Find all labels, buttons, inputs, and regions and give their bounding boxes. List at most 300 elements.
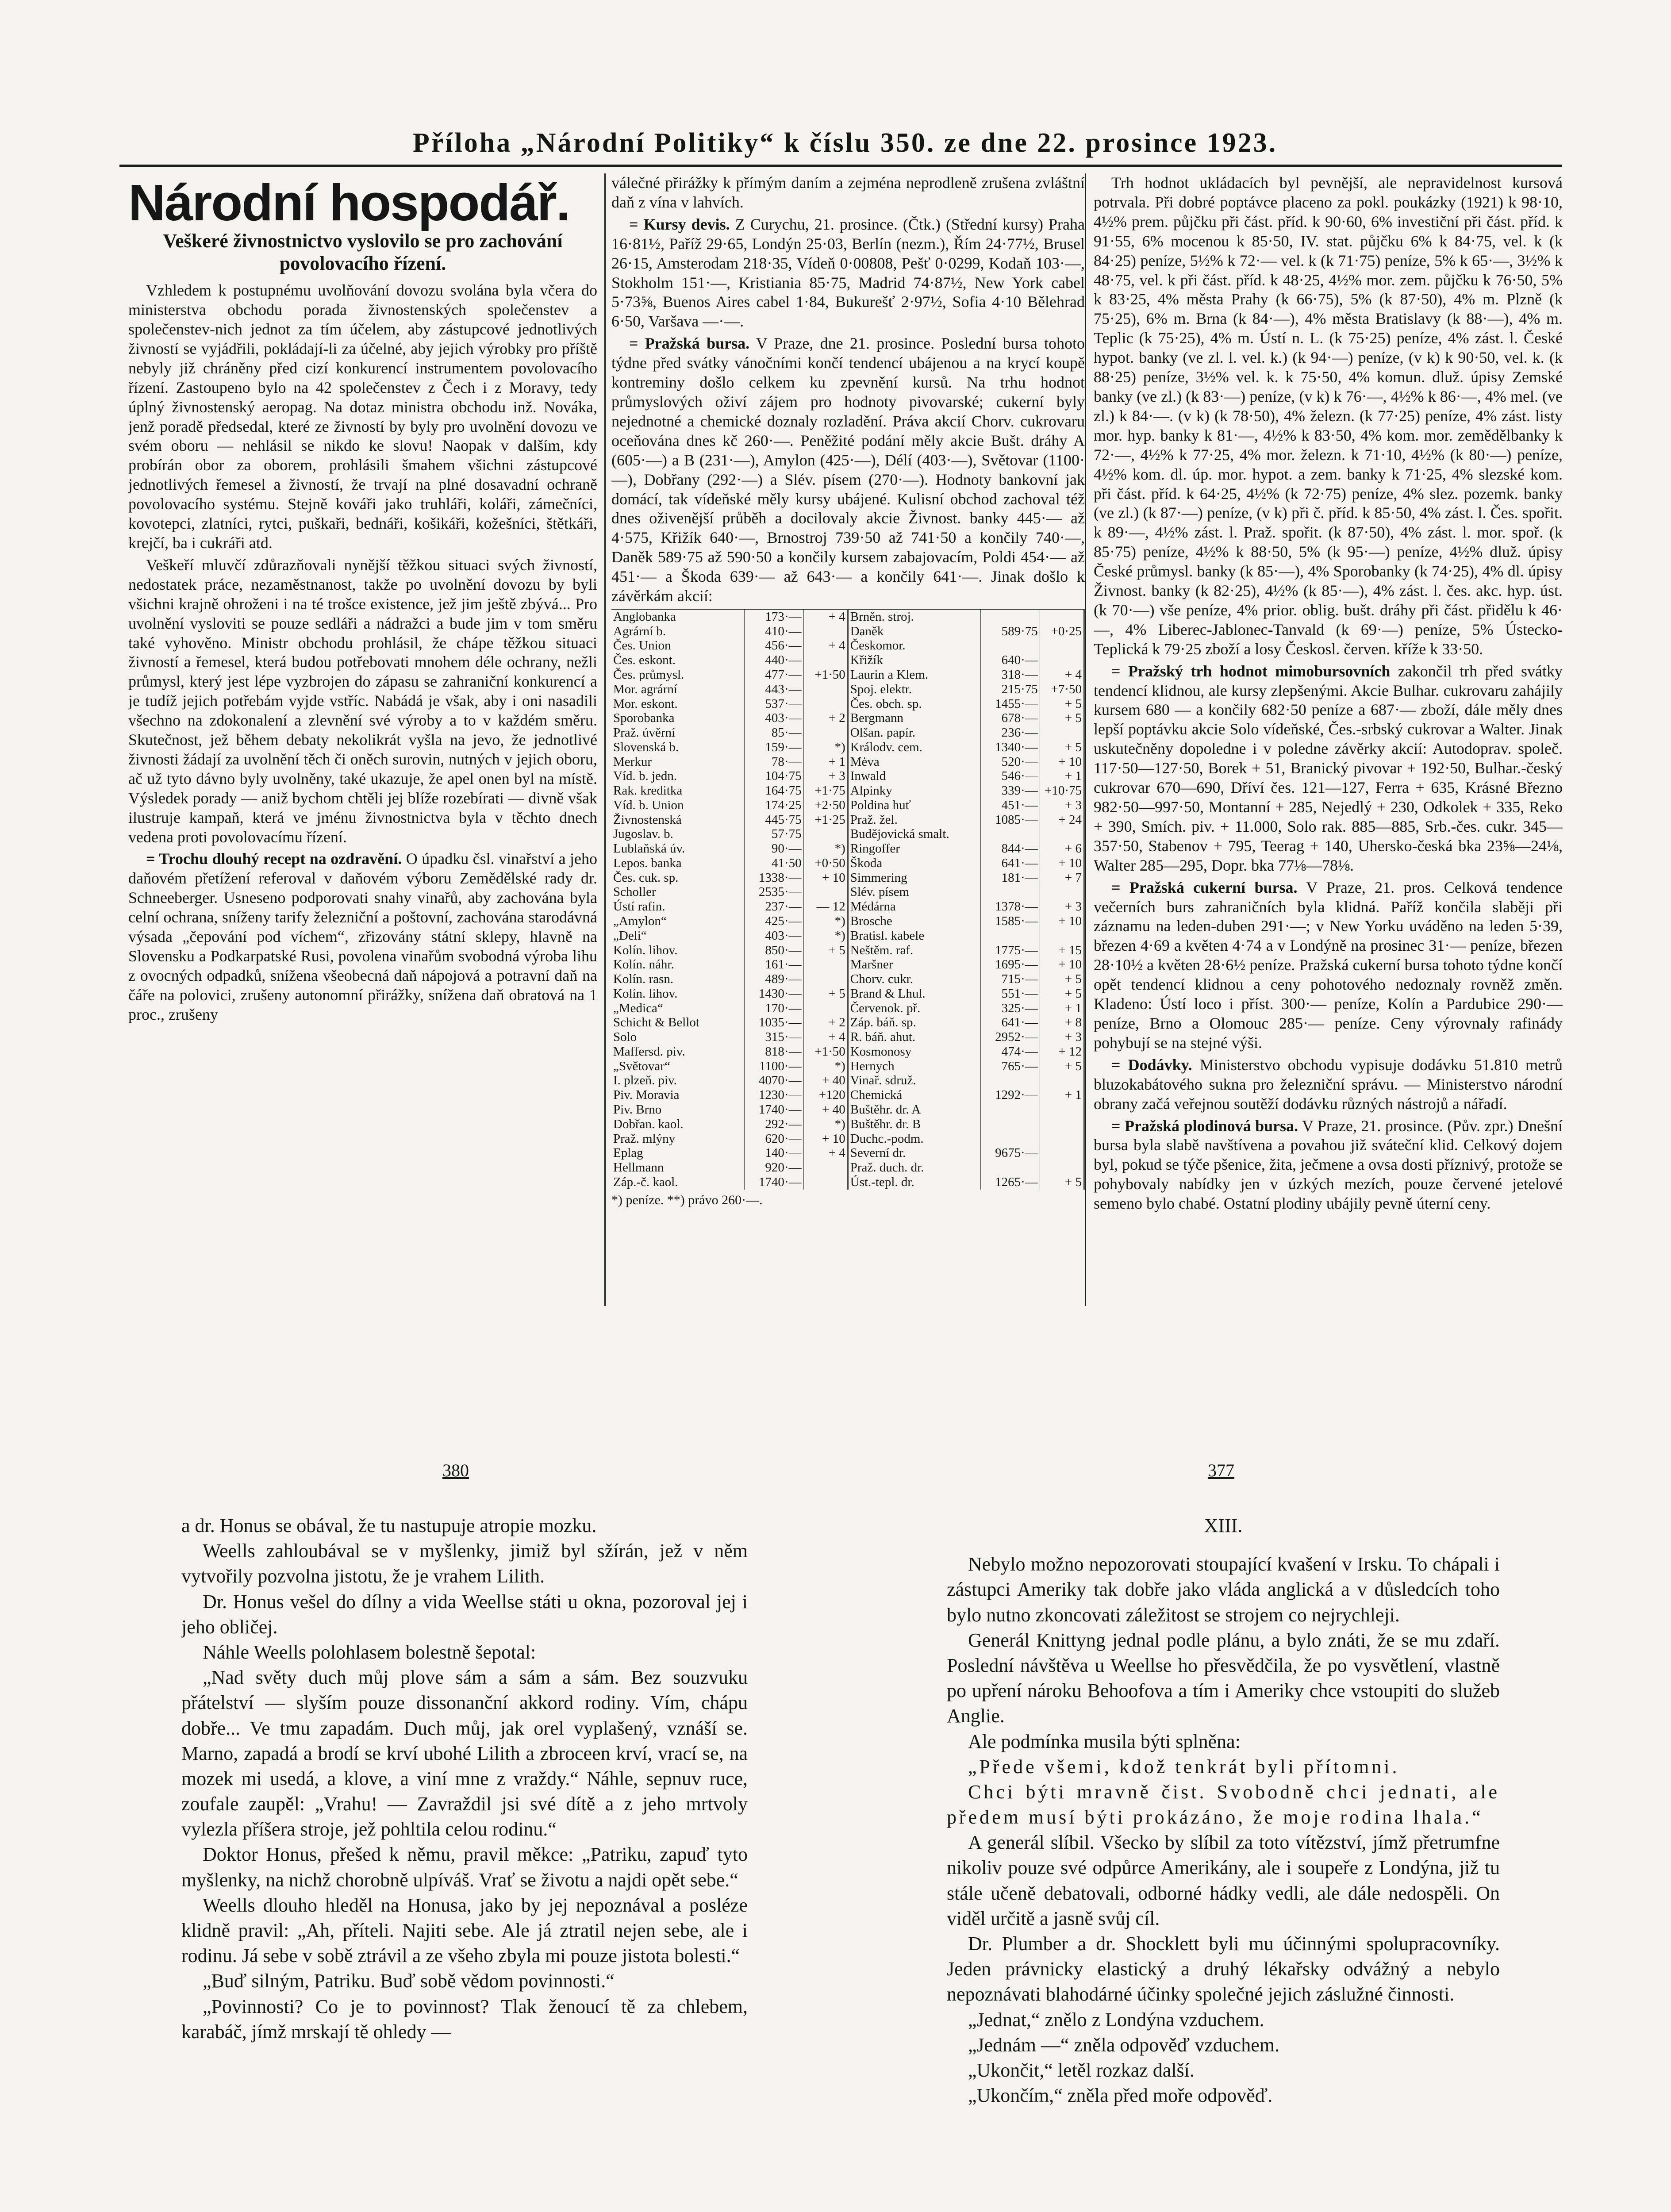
stock-name: Záp. báň. sp. [848, 1015, 981, 1030]
stock-price: 715·— [981, 972, 1040, 987]
stock-price: 520·— [981, 755, 1040, 769]
stock-change: + 3 [1040, 899, 1084, 914]
stock-change [803, 682, 848, 697]
stock-price: 173·— [745, 609, 804, 624]
novel-paragraph: „Ukončím,“ zněla před moře odpověď. [968, 2085, 1273, 2107]
stock-row [611, 914, 1084, 929]
stock-row [611, 653, 1084, 668]
novel-column-left [181, 1513, 748, 2212]
stock-name: Vinař. sdruž. [848, 1073, 981, 1088]
stock-row [611, 827, 1084, 841]
stock-name: „Medica“ [611, 1001, 745, 1016]
stock-price: 325·— [981, 1001, 1040, 1016]
stock-change [803, 726, 848, 740]
novel-paragraph: „Jednám —“ zněla odpověď vzduchem. [968, 2034, 1280, 2056]
stock-price: 236·— [981, 726, 1040, 740]
stock-name: Spoj. elektr. [848, 682, 981, 697]
stock-price: 2535·— [745, 885, 804, 899]
stock-name: Kolín. náhr. [611, 957, 745, 972]
stock-name: Víd. b. Union [611, 798, 745, 813]
stock-change: + 6 [1040, 841, 1084, 856]
stock-change: + 5 [1040, 711, 1084, 726]
stock-name: Chorv. cukr. [848, 972, 981, 987]
stock-row [611, 726, 1084, 740]
news-rubric: = Pražská plodinová bursa. [1111, 1117, 1298, 1135]
stock-price: 1455·— [981, 697, 1040, 711]
stock-price: 78·— [745, 755, 804, 769]
news-item [1094, 878, 1563, 1053]
stock-price [981, 638, 1040, 653]
stock-price: 159·— [745, 740, 804, 755]
stock-price: 641·— [981, 1015, 1040, 1030]
stock-price [981, 1073, 1040, 1088]
stock-price: 174·25 [745, 798, 804, 813]
novel-paragraph: Doktor Honus, přešed k němu, pravil měkce: „Patriku, zapuď tyto myšlenky, na nichž chorobně ulpíváš. Vrať se životu a najdi opět sebe.“ [181, 1843, 748, 1891]
stock-price: 161·— [745, 957, 804, 972]
stock-change: *) [803, 1059, 848, 1074]
stock-row [611, 798, 1084, 813]
stock-price: 104·75 [745, 769, 804, 783]
stock-change: *) [803, 1117, 848, 1132]
table-note: *) peníze. **) právo 260·—. [611, 1192, 763, 1207]
stock-row [611, 638, 1084, 653]
stock-price: 315·— [745, 1030, 804, 1045]
stock-price: 1035·— [745, 1015, 804, 1030]
stock-name: Kolín. rasn. [611, 972, 745, 987]
stock-change: + 40 [803, 1073, 848, 1088]
stock-name: Duchc.-podm. [848, 1132, 981, 1146]
news-item [611, 215, 1085, 331]
stock-name: Daněk [848, 624, 981, 639]
stock-change: +1·50 [803, 668, 848, 682]
stock-name: Praž. duch. dr. [848, 1160, 981, 1175]
stock-row [611, 856, 1084, 871]
stock-name: Simmering [848, 871, 981, 885]
stock-row [611, 1001, 1084, 1016]
stock-change: + 2 [803, 1015, 848, 1030]
stock-row [611, 1015, 1084, 1030]
stock-change [803, 885, 848, 899]
stock-change: + 5 [1040, 740, 1084, 755]
stock-change: + 5 [1040, 987, 1084, 1001]
stock-table [611, 609, 1085, 1190]
stock-name: Chemická [848, 1088, 981, 1102]
stock-change: + 3 [803, 769, 848, 783]
stock-price: 620·— [745, 1132, 804, 1146]
stock-change: + 5 [803, 987, 848, 1001]
stock-change [1040, 1117, 1084, 1132]
stock-price: 641·— [981, 856, 1040, 871]
stock-row [611, 987, 1084, 1001]
stock-change: +7·50 [1040, 682, 1084, 697]
stock-change: + 15 [1040, 943, 1084, 958]
novel-paragraph: Dr. Honus vešel do dílny a vida Weellse státi u okna, pozoroval jej i jeho obličej. [181, 1590, 748, 1638]
column-divider [1085, 173, 1086, 1306]
novel-paragraph: Náhle Weells polohlasem bolestně šepotal: [203, 1641, 536, 1663]
column-1 [128, 230, 597, 1305]
news-text: zakončil trh před svátky tendencí klidnou, ale kursy zlepšenými. Akcie Bulhar. cukrovaru zahájily kursem 680 — a končily 682·50 peníze a 687·— zboží, dále měly dnes lepší poptávku akcie Solo vídeňské, Čes.-srbský cukrovar a Walter. Jinak uskutečněny dopoledne i v poledne závěrky akcií: Autodoprav. společ. 117·50—127·50, Borek + 51, Branický pivovar + 192·50, Bulhar.-český cukrovar 670—690, Dříví čes. 121—127, Ferra + 635, Krásné Březno 982·50—997·50, Montanní + 285, Nejedlý + 230, Odkolek + 335, Reko + 390, Smích. piv. + 11.000, Solo rak. 885—885, Srb.-čes. cukr. 345—357·50, Stabenov + 795, Teerag + 140, Uhersko-česká bka 23⅝—24⅛, Walter 285—295, Dopr. bka 77⅛—78⅛. [1094, 662, 1563, 874]
stock-row [611, 609, 1084, 624]
stock-change [803, 957, 848, 972]
stock-name: Úst.-tepl. dr. [848, 1175, 981, 1190]
novel-paragraph: „Jednat,“ znělo z Londýna vzduchem. [968, 2008, 1264, 2031]
chapter-heading: XIII. [1204, 1515, 1243, 1536]
stock-change: +120 [803, 1088, 848, 1102]
stock-change: + 10 [1040, 914, 1084, 929]
stock-name: Červenok. př. [848, 1001, 981, 1016]
novel-paragraph: Weells dlouho hleděl na Honusa, jako by jej nepoznával a posléze klidně pravil: „Ah, příteli. Najiti sebe. Ale já ztratil nejen sebe, ale i rodinu. Já sebe v sobě ztrávil a ze všeho zbyla mi pouze jistota bolesti.“ [181, 1894, 748, 1967]
stock-price: 181·— [981, 871, 1040, 885]
novel-paragraph: „Ukončit,“ letěl rozkaz další. [968, 2059, 1195, 2081]
news-text: Ministerstvo obchodu vypisuje dodávku 51.810 metrů bluzokabátového sukna pro železniční správu. — Ministerstvo národní obrany začá veřejnou soutěží dodávku různých nástrojů a nářadí. [1094, 1056, 1563, 1113]
stock-row [611, 899, 1084, 914]
stock-change: +0·50 [803, 856, 848, 871]
stock-name: Ringoffer [848, 841, 981, 856]
stock-name: Slév. písem [848, 885, 981, 899]
stock-name: Čes. obch. sp. [848, 697, 981, 711]
stock-change: *) [803, 929, 848, 943]
stock-name: Kolín. lihov. [611, 943, 745, 958]
stock-change: *) [803, 740, 848, 755]
stock-row [611, 943, 1084, 958]
stock-price: 1100·— [745, 1059, 804, 1074]
stock-name: Hernych [848, 1059, 981, 1074]
stock-change: + 5 [803, 943, 848, 958]
column-2 [611, 173, 1085, 1306]
stock-row [611, 1088, 1084, 1102]
stock-change: +1·50 [803, 1045, 848, 1059]
stock-change [1040, 1073, 1084, 1088]
lead-paragraph: Veškeří mluvčí zdůrazňovali nynější těžkou situaci svých živností, nedostatek práce, nezaměstnanost, takže po uvolnění dovozu by byli všichni krajně ohroženi i na té trošce existence, jež jim ještě zbývá... Pro uvolnění vysloviti se pouze sedláři a nádražci a bude jim v tom směru také vyhověno. Ministr obchodu prohlásil, že chápe těžkou situaci živností a řemesel, která budou potřebovati mnohem déle ochrany, nežli průmysl, který jest lépe vyzbrojen do zápasu se zahraniční konkurencí a je tudíž jejich potřebám vyjde vstříc. Nabádá je však, aby i oni nasadili všechno na zdokonalení a zlevnění své výroby a to v každém směru. Skutečnost, jež během debaty nekolikrát vyšla na jevo, že jednotlivé živnosti žádají za uvolnění těch či oněch surovin, nutných v jejich oboru, ač už tyto dávno byly uvolněny, také ukazuje, že apel onen byl na místě. Výsledek porady — aniž bychom chtěli jej blíže rozebírati — divně však ilustruje kampaň, která ve jménu živnostnictva byla v těchto dnech vedena proti povolovacímu řízení. [128, 556, 597, 846]
stock-price: 678·— [981, 711, 1040, 726]
stock-price: 844·— [981, 841, 1040, 856]
stock-name: Hellmann [611, 1160, 745, 1175]
stock-name: Praž. mlýny [611, 1132, 745, 1146]
stock-name: Solo [611, 1030, 745, 1045]
stock-price: 1740·— [745, 1102, 804, 1117]
stock-change: + 24 [1040, 813, 1084, 827]
column-3 [1094, 173, 1563, 1306]
stock-name: Maršner [848, 957, 981, 972]
stock-name: Brosche [848, 914, 981, 929]
stock-price [981, 827, 1040, 841]
novel-paragraph: „Buď silným, Patriku. Buď sobě vědom povinnosti.“ [203, 1970, 615, 1992]
stock-change [1040, 1102, 1084, 1117]
stock-price [981, 1160, 1040, 1175]
stock-change [803, 1175, 848, 1190]
news-rubric: = Trochu dlouhý recept na ozdravění. [146, 850, 402, 868]
stock-name: Čes. Union [611, 638, 745, 653]
lead-headline: Veškeré živnostnictvo vyslovilo se pro zachování povolovacího řízení. [163, 230, 563, 274]
stock-price: 1585·— [981, 914, 1040, 929]
stock-price: 456·— [745, 638, 804, 653]
stock-name: Živnostenská [611, 813, 745, 827]
news-item [1094, 1117, 1563, 1214]
stock-name: R. báň. ahut. [848, 1030, 981, 1045]
stock-change: *) [803, 841, 848, 856]
stock-name: Piv. Brno [611, 1102, 745, 1117]
stock-price [981, 885, 1040, 899]
stock-change: + 7 [1040, 871, 1084, 885]
stock-change [1040, 885, 1084, 899]
stock-change: + 4 [803, 609, 848, 624]
stock-price: 403·— [745, 929, 804, 943]
stock-row [611, 1175, 1084, 1190]
stock-change: +10·75 [1040, 783, 1084, 798]
stock-name: Mor. agrární [611, 682, 745, 697]
stock-row [611, 668, 1084, 682]
stock-change [803, 1160, 848, 1175]
stock-change: + 1 [803, 755, 848, 769]
stock-price: 474·— [981, 1045, 1040, 1059]
stock-price [981, 609, 1040, 624]
stock-row [611, 769, 1084, 783]
news-item [1094, 662, 1563, 876]
stock-price: 9675·— [981, 1146, 1040, 1160]
stock-change [803, 653, 848, 668]
stock-row [611, 1045, 1084, 1059]
stock-name: Králodv. cem. [848, 740, 981, 755]
stock-price: 489·— [745, 972, 804, 987]
stock-name: Lepos. banka [611, 856, 745, 871]
stock-price: 443·— [745, 682, 804, 697]
stock-price: 1292·— [981, 1088, 1040, 1102]
stock-name: Piv. Moravia [611, 1088, 745, 1102]
stock-price: 318·— [981, 668, 1040, 682]
stock-price: 440·— [745, 653, 804, 668]
stock-price: 640·— [981, 653, 1040, 668]
stock-name: Čes. cuk. sp. [611, 871, 745, 885]
stock-name: Bergmann [848, 711, 981, 726]
stock-name: Brand & Lhul. [848, 987, 981, 1001]
stock-name: Anglobanka [611, 609, 745, 624]
bond-market-text: Trh hodnot ukládacích byl pevnější, ale nepravidelnost kursová potrvala. Při dobré poptávce placeno za pokl. poukázky (1921) k 98·10, 4½% prem. půjčku při část. příd. k 90·60, 6% investiční při část. příd. k 91·55, 6% mocenou k 85·50, IV. stat. půjčku 6% k 84·75, vel. k (k 84·25) peníze, 5½% k 72·— vel. k (k 71·75) peníze, 5% k 65·—, 3½% k 48·75, vel. k při část. příd. k 48·25, 4½% mor. zem. půjčku k 76·50, 5% k 83·25, 4% města Prahy (k 66·75), 5% (k 87·50), 4% m. Plzně (k 75·25), 6% m. Brna (k 84·—), 4% města Bratislavy (k 88·—), 4% m. Teplic (k 75·25), 4% m. Ústí n. L. (k 75·25) peníze, 4% zást. l. České hypot. banky (ve zl. l. vel. k.) (k 94·—) peníze, (v k) k 90·50, vel. k. (k 88·25) peníze, 3½% vel. k. k 75·50, 4% komun. dluž. úpisy Zemské banky (ve zl.) (k 83·—) peníze, (v k) k 76·—, 4½% k 86·—, 4% mel. (ve zl.) k 84·—. (v k) (k 78·50), 4% železn. (k 77·25) peníze, 4% zást. listy mor. hyp. banky k 81·—, 4½% k 83·50, 4% kom. mor. zemědělbanky k 72·—, 4½% k 77·25, 4% mor. železn. k 71·10, 4½% (k 80·—) peníze, 4½% kom. dl. úp. mor. hypot. a zem. banky k 71·25, 4% slezské kom. při část. příd. k 64·25, 4½% (k 72·75) peníze, 4% slez. pozemk. banky (ve zl.) (k 87·—) peníze, (v k) při č. příd. k 85·50, 4% zást. l. Čes. spořit. k 89·—, 4½% zást. l. Praž. spořit. (k 87·50), 4% zást. l. mor. spoř. (k 85·75) peníze, 4½% k 88·50, 5% (k 95·—) peníze, 4½% dluž. úpisy České průmysl. banky (k 85·—), 4% Sporobanky (k 74·25), 4% dl. úpisy Živnost. banky (k 82·25), 4½% (k 85·—), 4% zást. l. čes. akc. hyp. úst. (k 70·—) vše peníze, 4% prior. oblig. bušt. dráhy při část. přidělu k 46·—, 4% Liberec-Jablonec-Tanvald (k 69·—) peníze, 5% Ústecko-Teplická k 79·25 zboží a losy Českosl. červen. kříže k 33·50. [1094, 174, 1563, 658]
stock-price: 215·75 [981, 682, 1040, 697]
stock-name: Brněn. stroj. [848, 609, 981, 624]
stock-change: +1·25 [803, 813, 848, 827]
stock-change: + 5 [1040, 972, 1084, 987]
stock-change [803, 972, 848, 987]
stock-change [1040, 638, 1084, 653]
stock-price: 1340·— [981, 740, 1040, 755]
stock-name: Bratisl. kabele [848, 929, 981, 943]
stock-row [611, 1146, 1084, 1160]
news-rubric: = Pražská cukerní bursa. [1111, 878, 1298, 896]
stock-price: 1378·— [981, 899, 1040, 914]
news-item [611, 334, 1085, 606]
stock-name: Českomor. [848, 638, 981, 653]
stock-row [611, 972, 1084, 987]
stock-name: Praž. úvěrní [611, 726, 745, 740]
novel-paragraph: Chci býti mravně čist. Svobodně chci jednati, ale předem musí býti prokázáno, že moje rodina lhala.“ [947, 1781, 1500, 1828]
stock-change: + 4 [803, 1146, 848, 1160]
stock-name: Neštěm. raf. [848, 943, 981, 958]
stock-name: „Světovar“ [611, 1059, 745, 1074]
stock-change: +0·25 [1040, 624, 1084, 639]
news-rubric: = Pražská bursa. [629, 334, 750, 353]
stock-change [1040, 1160, 1084, 1175]
stock-name: Rak. kreditka [611, 783, 745, 798]
novel-paragraph: Weells zahloubával se v myšlenky, jimiž byl sžírán, jež v něm vytvořily pozvolna jistotu, že je vrahem Lilith. [181, 1540, 748, 1587]
stock-change [803, 624, 848, 639]
stock-price: 477·— [745, 668, 804, 682]
news-rubric: = Kursy devis. [629, 215, 730, 233]
stock-change: + 3 [1040, 1030, 1084, 1045]
stock-change: + 4 [1040, 668, 1084, 682]
novel-paragraph: A generál slíbil. Všecko by slíbil za toto vítězství, jímž přetrumfne nikoliv pouze své odpůrce Amerikány, ale i soupeře z Londýna, již tu stále učeně debatovali, odborné hádky vedli, ale dále nedospěli. On viděl určitě a jasně svůj cíl. [947, 1832, 1500, 1929]
stock-name: Mėva [848, 755, 981, 769]
stock-row [611, 957, 1084, 972]
stock-change: + 1 [1040, 1088, 1084, 1102]
news-continuation: válečné přirážky k přímým daním a zejména neprodleně zrušena zvláštní daň z vína v lahvích. [611, 174, 1085, 211]
stock-name: Buštěhr. dr. A [848, 1102, 981, 1117]
stock-price: 164·75 [745, 783, 804, 798]
stock-change: + 40 [803, 1102, 848, 1117]
stock-row [611, 871, 1084, 885]
stock-name: Olšan. papír. [848, 726, 981, 740]
stock-price [981, 1132, 1040, 1146]
stock-price: 818·— [745, 1045, 804, 1059]
stock-name: Sporobanka [611, 711, 745, 726]
stock-row [611, 755, 1084, 769]
stock-price: 765·— [981, 1059, 1040, 1074]
stock-change [1040, 1132, 1084, 1146]
stock-price: 90·— [745, 841, 804, 856]
stock-price [981, 929, 1040, 943]
stock-price: 1338·— [745, 871, 804, 885]
stock-change: + 4 [803, 1030, 848, 1045]
stock-name: Médárna [848, 899, 981, 914]
stock-price: 1740·— [745, 1175, 804, 1190]
stock-name: Čes. eskont. [611, 653, 745, 668]
section-title: Národní hospodář. [128, 174, 570, 231]
stock-price: 1775·— [981, 943, 1040, 958]
stock-row [611, 740, 1084, 755]
lead-paragraph: Vzhledem k postupnému uvolňování dovozu svolána byla včera do ministerstva obchodu porada živnostenských společenstev a společenstev-nich jednot za tím účelem, aby zástupcové jednotlivých živností se vyjádřili, pokládají-li za účelné, aby jejich výrobky pro příště nebyly již chráněny před cizí konkurencí instrumentem povolovacího řízení. Zastoupeno bylo na 42 společenstev z Čech i z Moravy, tedy úplný živnostenský aeropag. Na dotaz ministra obchodu inž. Nováka, jenž poradě předsedal, které ze živností by byly pro uvolnění dovozu ve svém oboru — nehlásil se nikdo ke slovu! Naopak v dalším, kdy probírán obor za oborem, prohlásili šmahem všichni zástupcové jednotlivých řemesel a živností, že trvají na plné dosavadní ochraně povolovacího systému. Stejně kováři jako truhláři, koláři, zámečníci, kovotepci, zlatníci, rytci, puškaři, bednáři, košikáři, kožešníci, štětkáři, krejčí, ba i cukráři atd. [128, 281, 597, 552]
stock-price: 339·— [981, 783, 1040, 798]
stock-price: 1430·— [745, 987, 804, 1001]
stock-price: 4070·— [745, 1073, 804, 1088]
stock-row [611, 711, 1084, 726]
stock-row [611, 1073, 1084, 1088]
novel-paragraph: „Nad světy duch můj plove sám a sám a sám. Bez souzvuku přátelství — slyším pouze dissonanční akkord rodiny. Vím, chápu dobře... Ve tmu zapadám. Duch můj, jak orel vyplašený, vznáší se. Marno, zapadá a brodí se krví ubohé Lilith a zbroceen krví, vrací se, na mozek mi usedá, a klove, a viní mne z vraždy.“ Náhle, sepnuv ruce, zoufale zaupěl: „Vrahu! — Zavraždil jsi své dítě a z jeho mrtvoly vylezla příšera stroje, jež pohltila celou rodinu.“ [181, 1667, 748, 1840]
stock-change: + 10 [803, 871, 848, 885]
stock-row [611, 1102, 1084, 1117]
stock-name: Inwald [848, 769, 981, 783]
stock-price: 1085·— [981, 813, 1040, 827]
stock-price [981, 1102, 1040, 1117]
stock-change [1040, 1146, 1084, 1160]
stock-price: 537·— [745, 697, 804, 711]
stock-change: + 10 [803, 1132, 848, 1146]
header-rule [119, 165, 1562, 167]
stock-name: „Deli“ [611, 929, 745, 943]
stock-price: 1265·— [981, 1175, 1040, 1190]
stock-price: 850·— [745, 943, 804, 958]
stock-row [611, 1132, 1084, 1146]
stock-change: + 2 [803, 711, 848, 726]
stock-change [1040, 609, 1084, 624]
stock-name: Alpinky [848, 783, 981, 798]
stock-name: Poldina huť [848, 798, 981, 813]
stock-row [611, 841, 1084, 856]
stock-change: + 1 [1040, 1001, 1084, 1016]
stock-row [611, 1117, 1084, 1132]
stock-change [803, 827, 848, 841]
stock-name: Záp.-č. kaol. [611, 1175, 745, 1190]
stock-name: Dobřan. kaol. [611, 1117, 745, 1132]
stock-change: — 12 [803, 899, 848, 914]
stock-row [611, 929, 1084, 943]
stock-price: 451·— [981, 798, 1040, 813]
stock-row [611, 624, 1084, 639]
stock-price: 41·50 [745, 856, 804, 871]
supplement-header: Příloha „Národní Politiky“ k číslu 350. ze dne 22. prosince 1923. [412, 128, 1278, 158]
stock-price: 445·75 [745, 813, 804, 827]
folio-left: 380 [442, 1460, 469, 1480]
stock-change: + 12 [1040, 1045, 1084, 1059]
stock-change: +1·75 [803, 783, 848, 798]
folio-right: 377 [1208, 1460, 1234, 1480]
stock-row [611, 1059, 1084, 1074]
stock-name: Budějovická smalt. [848, 827, 981, 841]
stock-name: Eplag [611, 1146, 745, 1160]
novel-paragraph: „Přede všemi, kdož tenkrát byli přítomni. [968, 1755, 1400, 1778]
news-item [128, 849, 597, 1024]
stock-row [611, 783, 1084, 798]
stock-change: + 4 [803, 638, 848, 653]
novel-paragraph: „Povinnosti? Co je to povinnost? Tlak ženoucí tě za chlebem, karabáč, jímž mrskají tě ohledy — [181, 1995, 748, 2043]
stock-name: Merkur [611, 755, 745, 769]
stock-price: 2952·— [981, 1030, 1040, 1045]
stock-name: Mor. eskont. [611, 697, 745, 711]
stock-change [1040, 726, 1084, 740]
stock-change: + 1 [1040, 769, 1084, 783]
stock-price: 425·— [745, 914, 804, 929]
stock-price: 140·— [745, 1146, 804, 1160]
stock-change: + 8 [1040, 1015, 1084, 1030]
stock-price: 292·— [745, 1117, 804, 1132]
stock-price: 403·— [745, 711, 804, 726]
news-rubric: = Dodávky. [1111, 1056, 1192, 1074]
stock-name: Jugoslav. b. [611, 827, 745, 841]
stock-row [611, 1160, 1084, 1175]
stock-change: + 3 [1040, 798, 1084, 813]
stock-price: 85·— [745, 726, 804, 740]
stock-name: Scholler [611, 885, 745, 899]
stock-change [1040, 653, 1084, 668]
stock-name: Praž. žel. [848, 813, 981, 827]
stock-name: Kolín. lihov. [611, 987, 745, 1001]
stock-price: 170·— [745, 1001, 804, 1016]
stock-name: Agrární b. [611, 624, 745, 639]
stock-name: Víd. b. jedn. [611, 769, 745, 783]
stock-price: 1695·— [981, 957, 1040, 972]
stock-price: 589·75 [981, 624, 1040, 639]
novel-paragraph: Dr. Plumber a dr. Shocklett byli mu účinnými spolupracovníky. Jeden právnicky elastický a druhý lékařsky odvážný a nebylo nepoznávati blahodárné účinky společné jejich záslužné činnosti. [947, 1933, 1500, 2005]
stock-change [803, 697, 848, 711]
stock-name: Kosmonosy [848, 1045, 981, 1059]
stock-change [1040, 929, 1084, 943]
stock-row [611, 885, 1084, 899]
news-text: O úpadku čsl. vinařství a jeho daňovém přetížení referoval v daňovém výboru Zemědělské rady dr. Schneeberger. Usneseno podporovati snahy vinařů, aby zachována byla celní ochrana, sníženy tarify železniční a poštovní, zachována starodávná výsada „čepování pod víchem“, zřizovány státní sklepy, hlavně na Slovensku a Podkarpatské Rusi, povolena vinařům svobodná výroba lihu z ovocných odpadků, snížena všeobecná daň nápojová a potravní daň na čáře na polovici, zrušeny autonomní přirážky, snížena daň obratová na 1 proc., zrušeny [128, 850, 597, 1023]
news-text: V Praze, dne 21. prosince. Poslední bursa tohoto týdne před svátky vánočními končí tendencí ubájenou a na krycí koupě kontreminy došlo celkem ku zpevnění kursů. Na trhu hodnot průmyslových oživí zájem pro hodnoty pivovarské; cukerní byly nejednotné a chemické doznaly rozladění. Práva akcií Chorv. cukrovaru oceňována dnes kč 260·—. Peněžité podání měly akcie Bušt. dráhy A (605·—) a B (231·—), Amylon (425·—), Délí (403·—), Světovar (1100·—), Dobřany (292·—) a Slév. písem (270·—). Hodnoty bankovní jak domácí, tak vídeňské měly kursy ubájené. Kulisní obchod zachoval též dnes oživenější průběh a docilovaly akcie Živnost. banky 445·— až 4·575, Křižík 640·—, Brnostroj 739·50 až 741·50 a končily 740·—, Daněk 589·75 až 590·50 a končily kursem zabajovacím, Poldi 454·— až 451·— a Škoda 639·— až 643·— a končily 641·—. Jinak došlo k závěrkám akcií: [611, 334, 1085, 605]
stock-name: Buštěhr. dr. B [848, 1117, 981, 1132]
stock-price: 920·— [745, 1160, 804, 1175]
stock-price: 237·— [745, 899, 804, 914]
stock-row [611, 697, 1084, 711]
stock-change: +2·50 [803, 798, 848, 813]
